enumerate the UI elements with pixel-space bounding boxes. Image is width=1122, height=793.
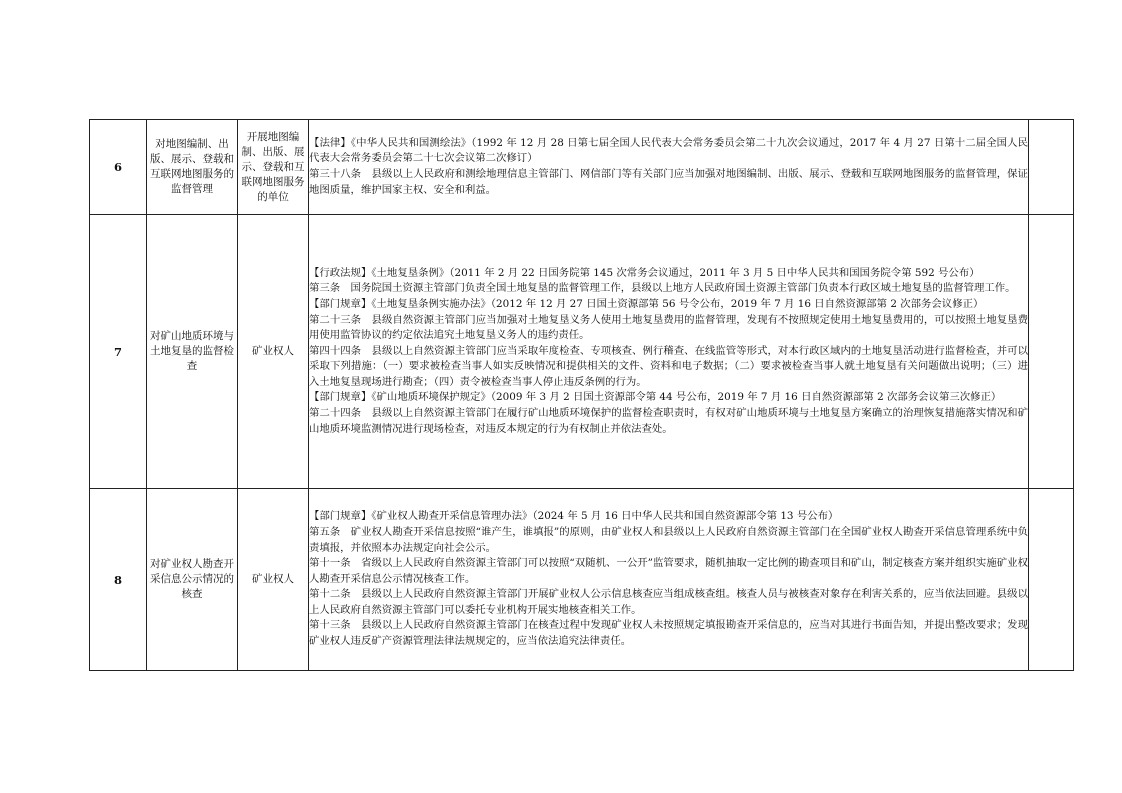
remarks-cell xyxy=(1029,215,1074,489)
inspection-item: 对地图编制、出版、展示、登载和互联网地图服务的监督管理 xyxy=(147,120,238,215)
table-row xyxy=(90,489,1074,671)
row-number: 7 xyxy=(90,215,147,489)
basis-paragraph: 第五条 矿业权人勘查开采信息按照“谁产生，谁填报”的原则，由矿业权人和县级以上人民政府自然资源主管部门在全国矿业权人勘查开采信息管理系统中负责填报，并依照本办法规定向社会公示。 xyxy=(309,525,1028,554)
basis-paragraph: 第四十四条 县级以上自然资源主管部门应当采取年度检查、专项核查、例行稽查、在线监管等形式，对本行政区域内的土地复垦活动进行监督检查，并可以采取下列措施：（一）要求被检查当事人如实反映情况和提供相关的文件、资料和电子数据；（二）要求被检查当事人就土地复垦有关问题做出说明；（三）进入土地复垦现场进行勘查；（四）责令被检查当事人停止违反条例的行为。 xyxy=(309,344,1028,388)
table-row xyxy=(90,215,1074,489)
basis-paragraph: 第二十四条 县级以上自然资源主管部门在履行矿山地质环境保护的监督检查职责时，有权对矿山地质环境与土地复垦方案确立的治理恢复措施落实情况和矿山地质环境监测情况进行现场检查，对违反本规定的行为有权制止并依法查处。 xyxy=(309,407,1028,435)
basis-paragraph: 【部门规章】《矿山地质环境保护规定》（2009 年 3 月 2 日国土资源部令第 44 号公布，2019 年 7 月 16 日自然资源部第 2 次部务会议第三次修正） xyxy=(309,391,1002,404)
inspection-item: 对矿业权人勘查开采信息公示情况的核查 xyxy=(147,489,238,671)
basis-paragraph: 第十一条 省级以上人民政府自然资源主管部门可以按照“双随机、一公开”监管要求，随机抽取一定比例的勘查项目和矿山，制定核查方案并组织实施矿业权人勘查开采信息公示情况核查工作。 xyxy=(309,557,1028,585)
inspection-object: 开展地图编制、出版、展示、登载和互联网地图服务的单位 xyxy=(238,120,309,215)
legal-basis xyxy=(309,489,1029,671)
inspection-item: 对矿山地质环境与土地复垦的监督检查 xyxy=(147,215,238,489)
row-number: 8 xyxy=(90,489,147,671)
remarks-cell xyxy=(1029,489,1074,671)
basis-paragraph: 第三条 国务院国土资源主管部门负责全国土地复垦的监督管理工作，县级以上地方人民政府国土资源主管部门负责本行政区域土地复垦的监督管理工作。 xyxy=(309,282,1016,295)
inspection-object: 矿业权人 xyxy=(238,489,309,671)
supervision-items-table xyxy=(89,119,1074,671)
basis-paragraph: 第十三条 县级以上人民政府自然资源主管部门在核查过程中发现矿业权人未按照规定填报勘查开采信息的，应当对其进行书面告知，并提出整改要求；发现矿业权人违反矿产资源管理法律法规规定的，应当依法追究法律责任。 xyxy=(309,619,1028,648)
basis-paragraph: 第二十三条 县级自然资源主管部门应当加强对土地复垦义务人使用土地复垦费用的监督管理，发现有不按照规定使用土地复垦费用的，可以按照土地复垦费用使用监管协议的约定依法追究土地复垦义务人的违约责任。 xyxy=(309,313,1028,342)
legal-basis xyxy=(309,215,1029,489)
remarks-cell xyxy=(1029,120,1074,215)
basis-paragraph: 第三十八条 县级以上人民政府和测绘地理信息主管部门、网信部门等有关部门应当加强对地图编制、出版、展示、登载和互联网地图服务的监督管理，保证地图质量，维护国家主权、安全和利益。 xyxy=(309,168,1028,196)
inspection-object: 矿业权人 xyxy=(238,215,309,489)
basis-paragraph: 第十二条 县级以上人民政府自然资源主管部门开展矿业权人公示信息核查应当组成核查组。核查人员与被核查对象存在利害关系的，应当依法回避。县级以上人民政府自然资源主管部门可以委托专业机构开展实地核查相关工作。 xyxy=(309,588,1028,616)
basis-paragraph: 【行政法规】《土地复垦条例》（2011 年 2 月 22 日国务院第 145 次常务会议通过，2011 年 3 月 5 日中华人民共和国国务院令第 592 号公布） xyxy=(309,266,980,279)
legal-basis xyxy=(309,120,1029,215)
row-number: 6 xyxy=(90,120,147,215)
table-row xyxy=(90,120,1074,215)
basis-paragraph: 【部门规章】《矿业权人勘查开采信息管理办法》（2024 年 5 月 16 日中华人民共和国自然资源部令第 13 号公布） xyxy=(309,510,839,523)
basis-paragraph: 【部门规章】《土地复垦条例实施办法》（2012 年 12 月 27 日国土资源部第 56 号令公布，2019 年 7 月 16 日自然资源部第 2 次部务会议修正） xyxy=(309,297,984,310)
basis-paragraph: 【法律】《中华人民共和国测绘法》（1992 年 12 月 28 日第七届全国人民代表大会常务委员会第二十九次会议通过，2017 年 4 月 27 日第十二届全国人民代表大会常务委员会第二十七次会议第二次修订） xyxy=(309,136,1028,165)
